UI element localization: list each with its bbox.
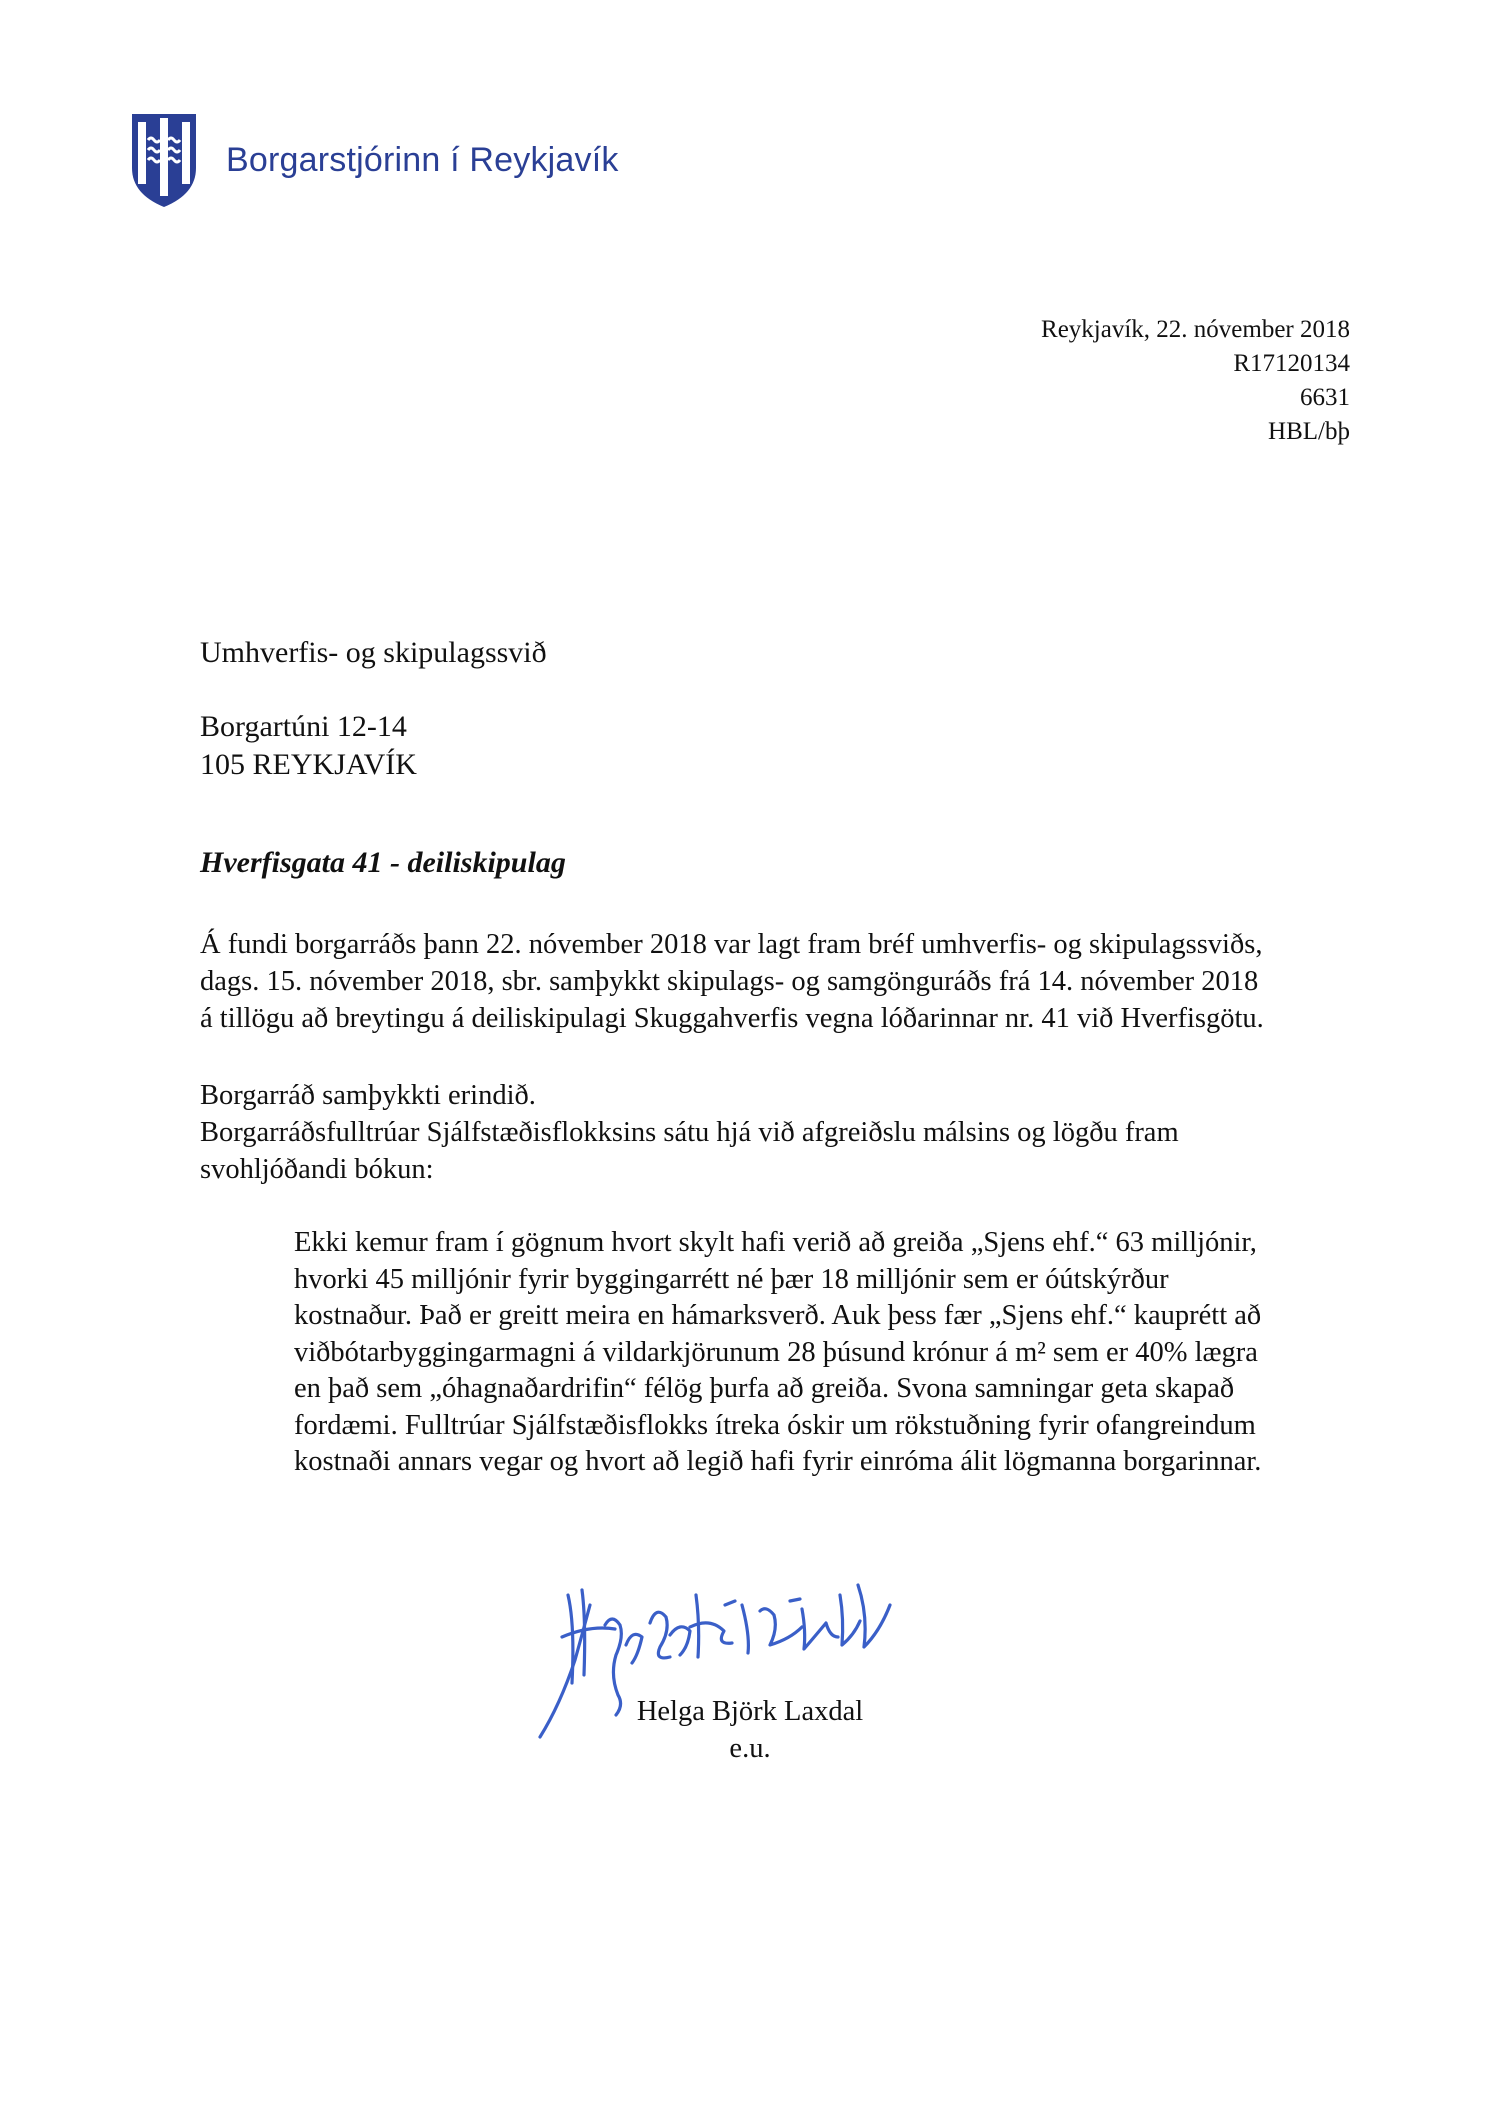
text-line: en það sem „óhagnaðardrifin“ félög þurfa að greiða. Svona samningar geta skapað: [294, 1373, 1235, 1404]
text-line: fordæmi. Fulltrúar Sjálfstæðisflokks ítreka óskir um rökstuðning fyrir ofangreindum: [294, 1409, 1256, 1441]
place-date: Reykjavík, 22. nóvember 2018: [1041, 316, 1350, 343]
text-line: Á fundi borgarráðs þann 22. nóvember 2018 var lagt fram bréf umhverfis- og skipulagssviðs,: [200, 929, 1263, 960]
text-line: kostnaði annars vegar og hvort að legið hafi fyrir einróma álit lögmanna borgarinnar.: [294, 1446, 1262, 1477]
org-name: Borgarstjórinn í Reykjavík: [226, 140, 619, 179]
recipient-department: Umhverfis- og skipulagssvið: [200, 636, 547, 669]
reykjavik-crest-icon: [128, 110, 200, 210]
letterhead: [128, 110, 619, 210]
text-line: Ekki kemur fram í gögnum hvort skylt hafi verið að greiða „Sjens ehf.“ 63 milljónir,: [294, 1227, 1257, 1258]
paragraph-meeting: [200, 926, 1360, 1037]
text-line: svohljóðandi bókun:: [200, 1154, 434, 1185]
text-line: viðbótarbyggingarmagni á vildarkjörunum 28 þúsund krónur á m² sem er 40% lægra: [294, 1336, 1258, 1368]
text-line: Borgarráð samþykkti erindið.: [200, 1080, 536, 1111]
recipient-postal: 105 REYKJAVÍK: [200, 748, 417, 781]
quoted-statement: [294, 1225, 1354, 1481]
text-line: hvorki 45 milljónir fyrir byggingarrétt né þær 18 milljónir sem er óútskýrður: [294, 1263, 1169, 1295]
case-number: R17120134: [1233, 350, 1350, 377]
signer-block: [600, 1693, 900, 1767]
document-number: 6631: [1300, 384, 1350, 411]
text-line: Borgarráðsfulltrúar Sjálfstæðisflokksins sátu hjá við afgreiðslu málsins og lögðu fram: [200, 1117, 1179, 1148]
recipient-street: Borgartúni 12-14: [200, 710, 407, 743]
reference-block: [1041, 313, 1350, 449]
text-line: á tillögu að breytingu á deiliskipulagi Skuggahverfis vegna lóðarinnar nr. 41 við Hverfisgötu.: [200, 1003, 1264, 1034]
paragraph-decision: [200, 1077, 1360, 1188]
text-line: dags. 15. nóvember 2018, sbr. samþykkt skipulags- og samgönguráðs frá 14. nóvember 2018: [200, 966, 1259, 997]
signer-title: e.u.: [729, 1733, 771, 1764]
initials: HBL/bþ: [1268, 418, 1350, 445]
text-line: kostnaður. Það er greitt meira en hámarksverð. Auk þess fær „Sjens ehf.“ kauprétt að: [294, 1300, 1262, 1331]
recipient-address: [200, 634, 547, 784]
signer-name: Helga Björk Laxdal: [636, 1696, 864, 1727]
letter-subject: Hverfisgata 41 - deiliskipulag: [200, 846, 566, 879]
